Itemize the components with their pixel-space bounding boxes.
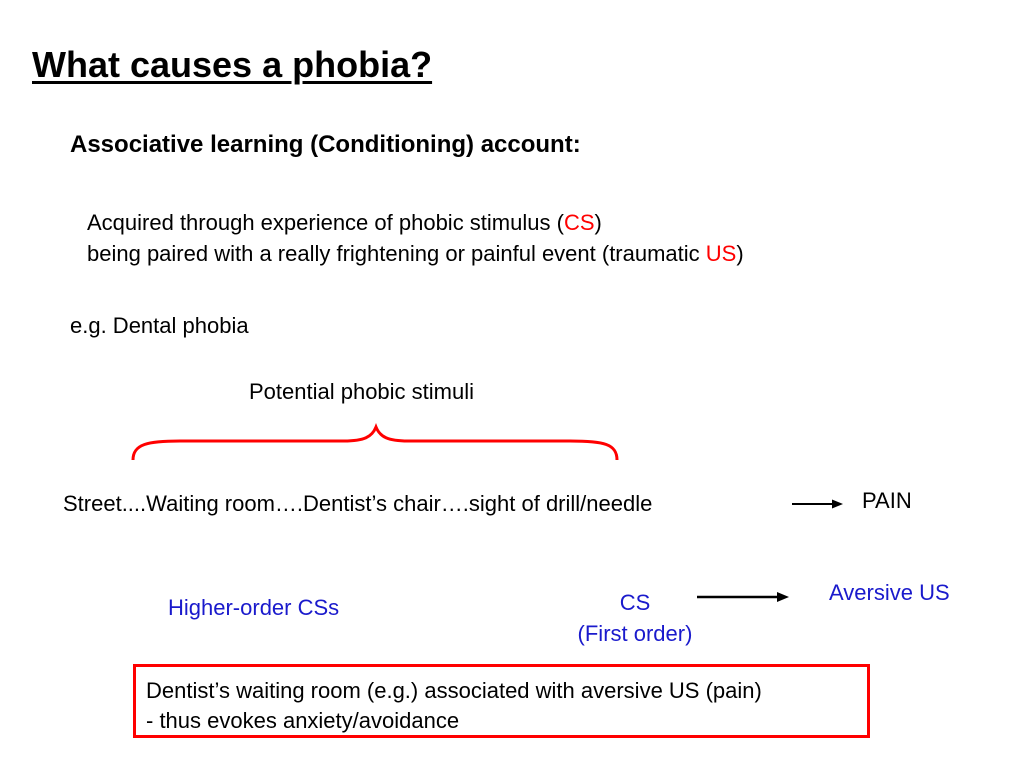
- cs-label-line-1: CS: [619, 590, 651, 615]
- higher-order-label: Higher-order CSs: [168, 595, 340, 620]
- cs-label-line-2: (First order): [577, 621, 693, 646]
- pain-label: PAIN: [862, 488, 912, 513]
- slide-subtitle: Associative learning (Conditioning) account:: [70, 131, 581, 158]
- definition-line-2-post: ): [736, 241, 744, 266]
- definition-line-1-pre: Acquired through experience of phobic stimulus (: [87, 210, 564, 235]
- summary-box: [133, 664, 870, 738]
- us-term: US: [705, 241, 737, 266]
- first-order-cs-label: [560, 587, 710, 649]
- cs-term: CS: [563, 210, 595, 235]
- slide-title: What causes a phobia?: [32, 44, 433, 85]
- arrow-to-pain: [792, 500, 843, 509]
- definition-line-1-post: ): [594, 210, 602, 235]
- summary-line-2: - thus evokes anxiety/avoidance: [146, 708, 460, 733]
- definition-line-2-pre: being paired with a really frightening or painful event (traumatic: [87, 241, 706, 266]
- summary-line-1: Dentist’s waiting room (e.g.) associated with aversive US (pain): [146, 678, 762, 703]
- curly-brace: [133, 427, 617, 460]
- aversive-us-label: Aversive US: [829, 580, 950, 605]
- stimulus-chain: Street....Waiting room….Dentist’s chair….sight of drill/needle: [63, 491, 653, 516]
- arrow-to-aversive-us: [697, 592, 789, 602]
- example-text: e.g. Dental phobia: [70, 313, 249, 338]
- brace-label: Potential phobic stimuli: [249, 379, 475, 404]
